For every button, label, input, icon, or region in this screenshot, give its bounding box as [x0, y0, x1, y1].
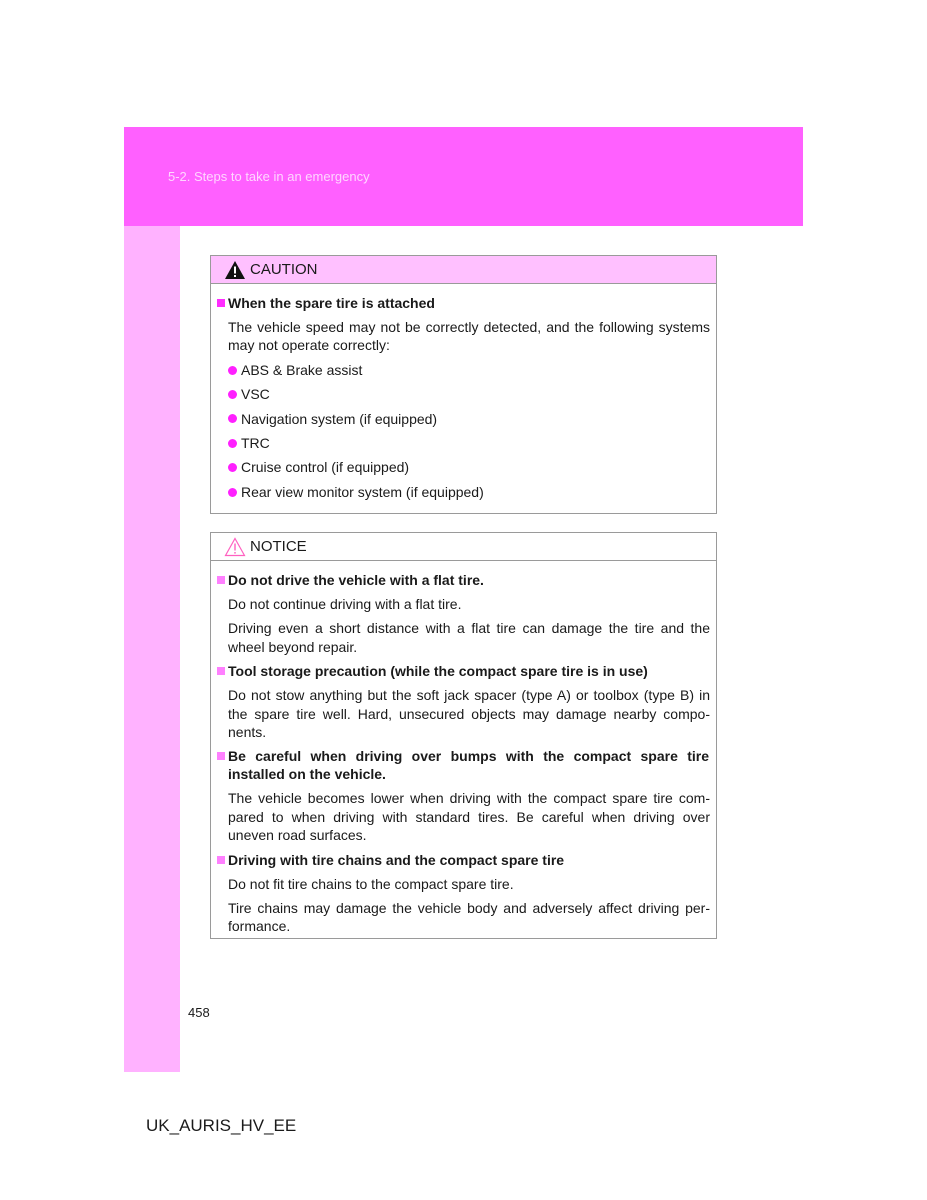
section-title: 5-2. Steps to take in an emergency: [168, 169, 370, 184]
section-heading: [217, 747, 710, 783]
caution-body: [211, 284, 716, 501]
caution-header: [211, 256, 716, 284]
caution-box: [210, 255, 717, 514]
paragraph: Do not continue driving with a flat tire.: [228, 596, 462, 612]
bullet-dot-icon: [228, 488, 237, 497]
warning-triangle-icon: [224, 260, 246, 280]
square-bullet-icon: [217, 667, 225, 675]
section-heading-text: Tool storage precaution (while the compact spare tire is in use): [228, 663, 648, 680]
page-number: 458: [188, 1005, 210, 1020]
square-bullet-icon: [217, 576, 225, 584]
paragraph: Driving even a short distance with a flat tire can damage the tire and the wheel beyond repair.: [228, 620, 710, 655]
section-heading: [217, 662, 710, 680]
list-item-text: VSC: [241, 386, 270, 403]
section-heading-text: When the spare tire is attached: [228, 295, 435, 311]
paragraph: Do not fit tire chains to the compact spare tire.: [228, 875, 514, 892]
list-item-text: Rear view monitor system (if equipped): [241, 483, 484, 500]
section-heading: [217, 851, 710, 869]
list-item: [228, 483, 710, 501]
notice-header: [211, 533, 716, 561]
section-heading-text: Driving with tire chains and the compact spare tire: [228, 851, 565, 868]
list-item-text: Navigation system (if equipped): [241, 410, 438, 427]
caution-title: CAUTION: [250, 261, 318, 278]
list-item-text: Cruise control (if equipped): [241, 459, 410, 476]
bullet-dot-icon: [228, 390, 237, 399]
header-band: [124, 127, 803, 226]
list-item-text: TRC: [241, 435, 270, 452]
square-bullet-icon: [217, 752, 225, 760]
notice-body: [211, 561, 716, 936]
section-heading: [217, 294, 710, 312]
list-item: [228, 361, 710, 379]
list-item: [228, 385, 710, 403]
side-strip: [124, 226, 180, 1072]
list-item: [228, 434, 710, 452]
bullet-dot-icon: [228, 414, 237, 423]
document-code: UK_AURIS_HV_EE: [146, 1116, 297, 1135]
bullet-dot-icon: [228, 439, 237, 448]
paragraph: The vehicle becomes lower when driving with the compact spare tire com-pared to when driving with standard tires. Be careful when driving over uneven road surfaces.: [228, 790, 710, 844]
square-bullet-icon: [217, 856, 225, 864]
warning-triangle-outline-icon: [224, 537, 246, 557]
list-item-text: ABS & Brake assist: [241, 361, 363, 378]
section-heading-text: Do not drive the vehicle with a flat tire.: [228, 572, 484, 588]
list-item: [228, 458, 710, 476]
list-item: [228, 410, 710, 428]
notice-title: NOTICE: [250, 538, 307, 555]
square-bullet-icon: [217, 299, 225, 307]
paragraph: The vehicle speed may not be correctly detected, and the following systems may not operate correctly:: [228, 319, 710, 354]
paragraph: Tire chains may damage the vehicle body and adversely affect driving per-formance.: [228, 900, 710, 935]
bullet-dot-icon: [228, 366, 237, 375]
notice-box: [210, 532, 717, 939]
paragraph: Do not stow anything but the soft jack spacer (type A) or toolbox (type B) in the spare tire well. Hard, unsecured objects may damage nearby compo-nents.: [228, 687, 710, 741]
bullet-dot-icon: [228, 463, 237, 472]
section-heading-text: Be careful when driving over bumps with the compact spare tire installed on the vehicle.: [228, 748, 709, 783]
section-heading: [217, 571, 710, 589]
